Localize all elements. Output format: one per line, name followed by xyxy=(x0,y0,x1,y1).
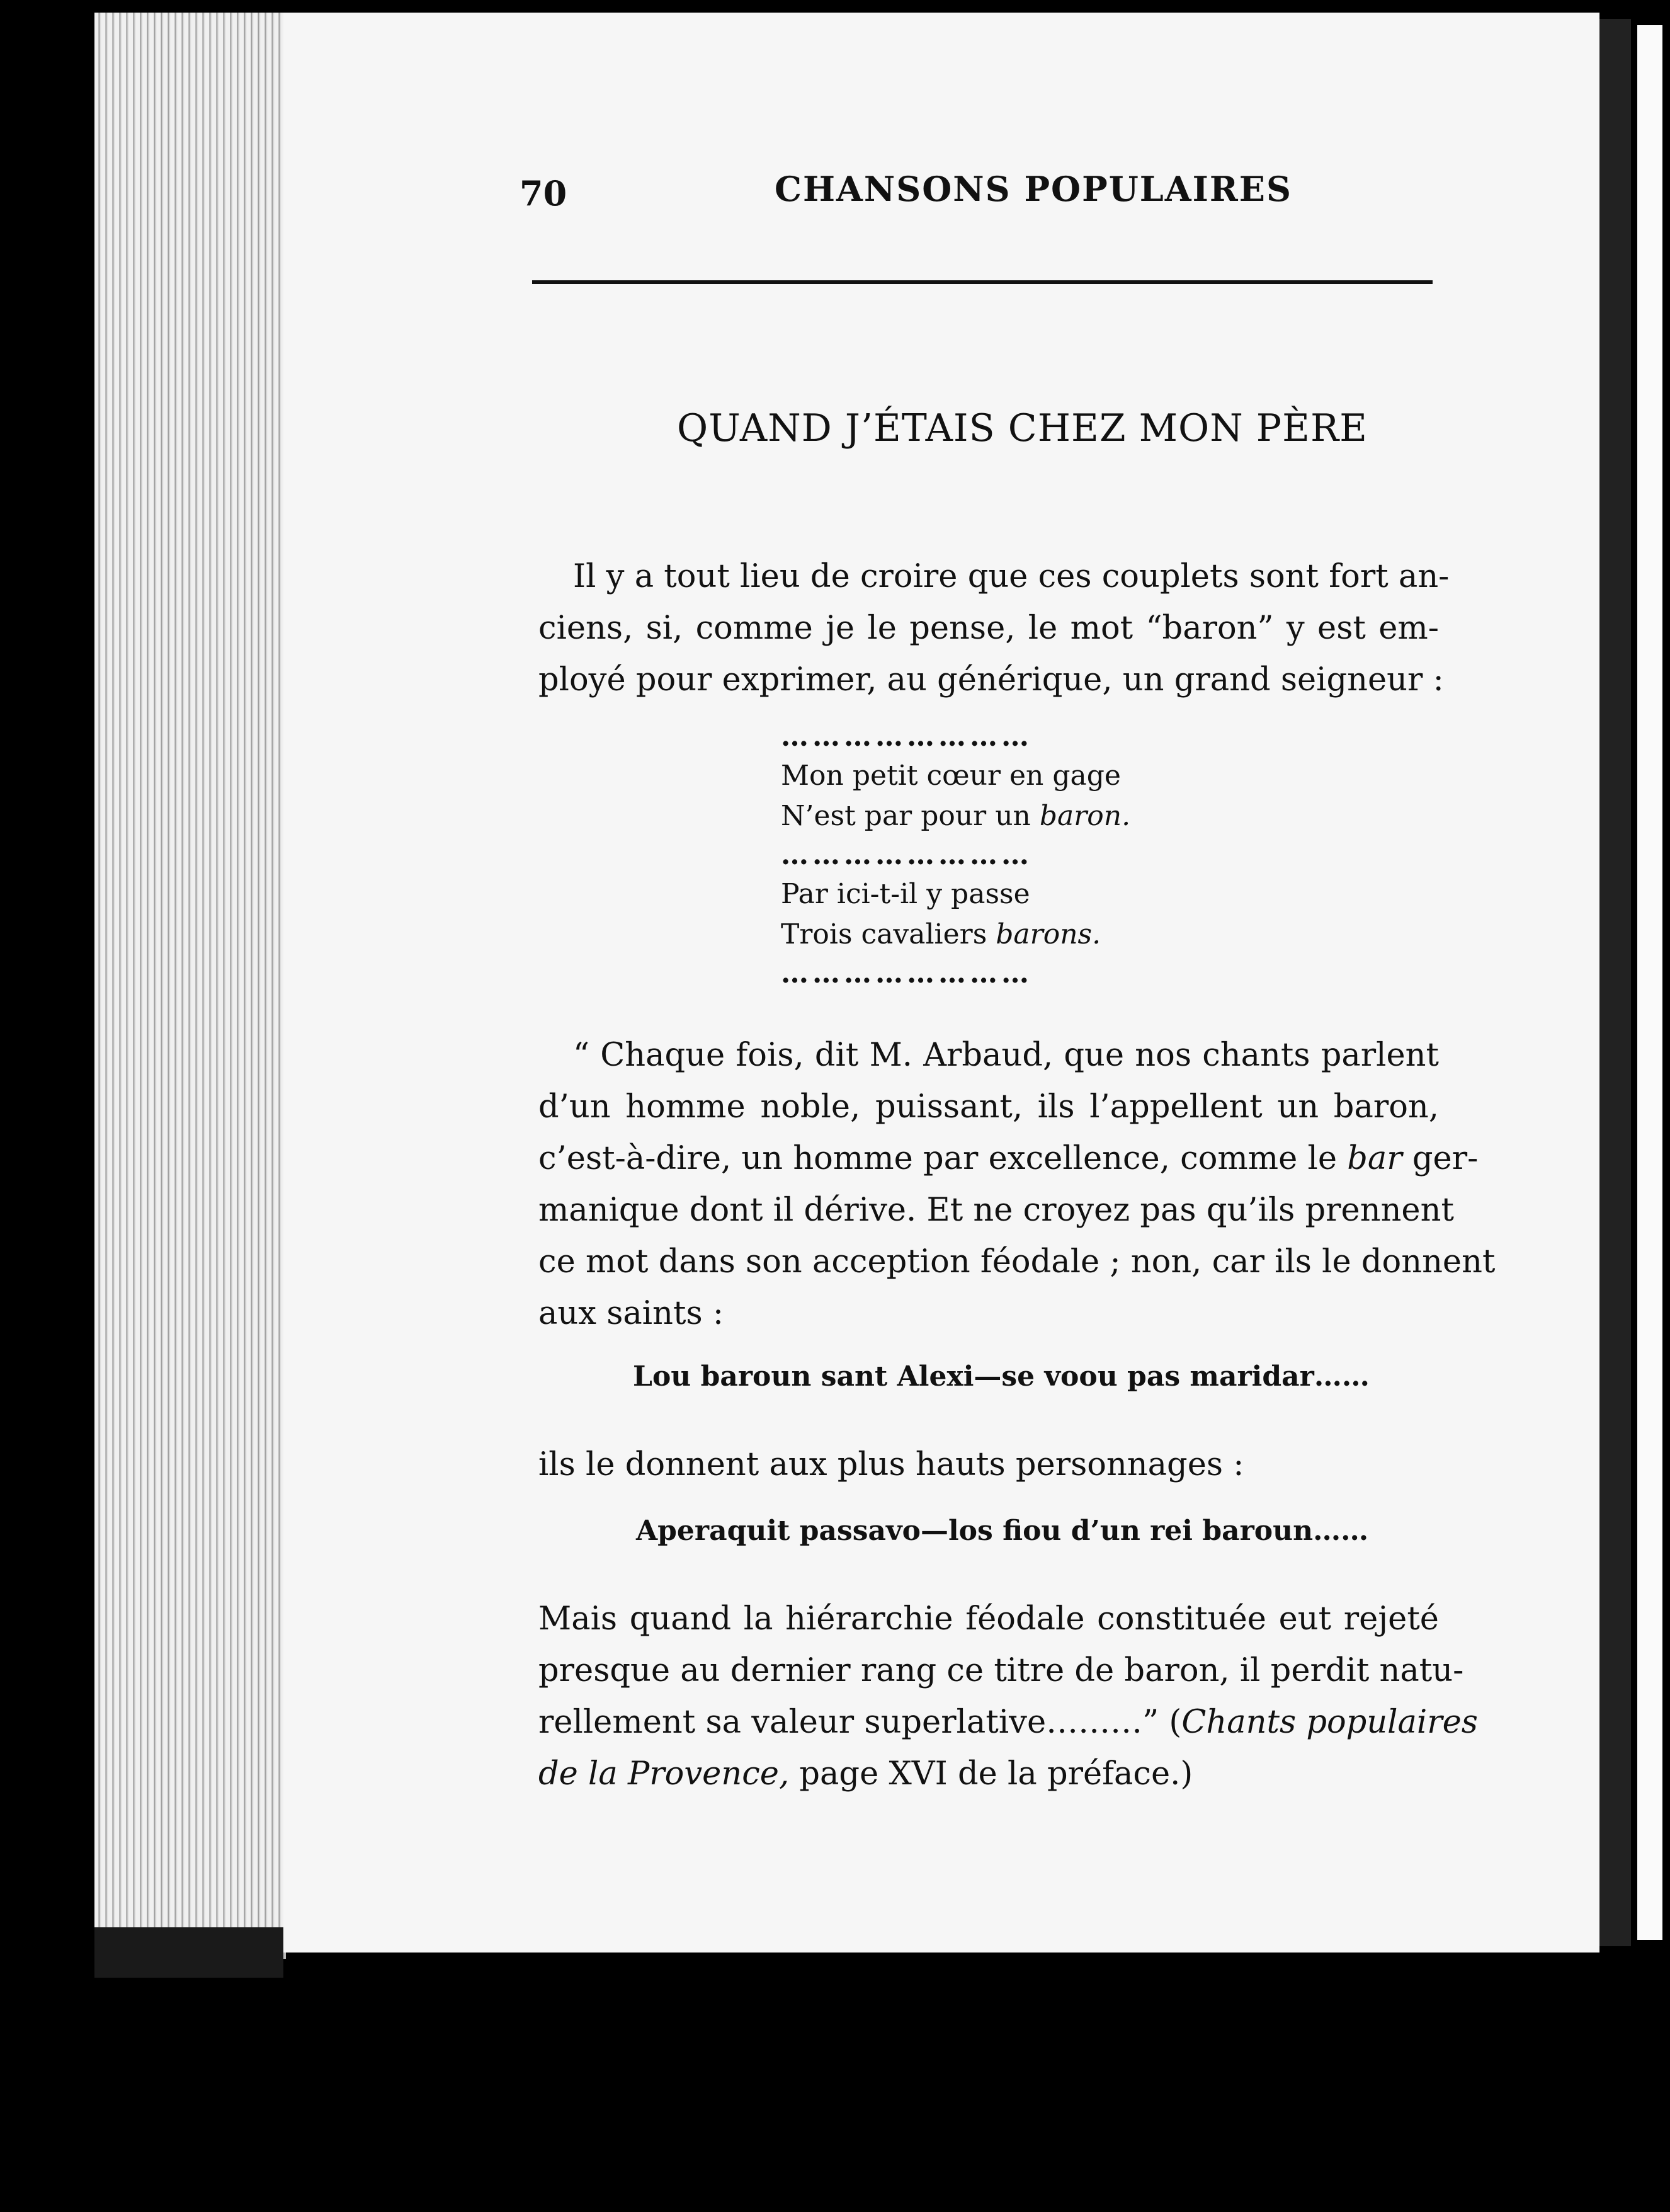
verse-text: N’est par pour un xyxy=(781,800,1040,832)
verse-line: Par ici-t-il y passe xyxy=(781,878,1030,910)
closing-text: page XVI de la préface.) xyxy=(789,1755,1193,1793)
book-spine-shadow xyxy=(94,1927,283,1978)
verse-italic: barons. xyxy=(996,918,1101,950)
verse-line: Mon petit cœur en gage xyxy=(781,760,1121,792)
quote-line: d’un homme noble, puissant, ils l’appellent un baron, xyxy=(538,1088,1439,1126)
closing-line xyxy=(538,1748,1439,1800)
closing-text: rellement sa valeur superlative………” ( xyxy=(538,1704,1182,1741)
page-edges xyxy=(94,13,286,1959)
next-page-edge xyxy=(1637,25,1662,1940)
citation-line: Aperaquit passavo—los fiou d’un rei baroun…… xyxy=(636,1515,1369,1547)
quote-text: c’est-à-dire, un homme par excellence, comme le xyxy=(538,1140,1348,1177)
quote-italic: bar xyxy=(1347,1140,1402,1177)
closing-paragraph xyxy=(538,1593,1478,1800)
page-number: 70 xyxy=(520,173,567,214)
quote-line xyxy=(538,1133,1479,1185)
closing-line: presque au dernier rang ce titre de baron, il perdit natu- xyxy=(538,1652,1464,1689)
citation-line: Lou baroun sant Alexi—se voou pas maridar…… xyxy=(633,1360,1370,1393)
intro-line: ciens, si, comme je le pense, le mot “baron” y est em- xyxy=(538,610,1439,647)
verse-line xyxy=(781,915,1130,955)
closing-italic: Chants populaires xyxy=(1181,1704,1478,1741)
quote-line: “ Chaque fois, dit M. Arbaud, que nos chants parlent xyxy=(573,1037,1439,1074)
chapter-title: QUAND J’ÉTAIS CHEZ MON PÈRE xyxy=(677,406,1368,450)
verse-dots: …………………… xyxy=(781,721,1033,753)
between-line: ils le donnent aux plus hauts personnages : xyxy=(538,1446,1244,1483)
intro-line: Il y a tout lieu de croire que ces couplets sont fort an- xyxy=(573,558,1450,595)
intro-paragraph xyxy=(538,551,1450,706)
closing-line: Mais quand la hiérarchie féodale constituée eut rejeté xyxy=(538,1600,1439,1638)
book-page xyxy=(283,13,1599,1953)
verse-block xyxy=(781,718,1130,993)
verse-text: Trois cavaliers xyxy=(781,918,996,950)
quote-line: ce mot dans son acception féodale ; non, car ils le donnent xyxy=(538,1243,1496,1280)
verse-line xyxy=(781,796,1130,836)
closing-line xyxy=(538,1697,1478,1748)
verse-dots: …………………… xyxy=(781,957,1033,989)
quote-text: ger- xyxy=(1402,1140,1479,1177)
quote-paragraph xyxy=(538,1030,1496,1340)
header-rule xyxy=(532,280,1433,284)
closing-italic: de la Provence, xyxy=(538,1755,790,1793)
intro-line: ployé pour exprimer, au générique, un grand seigneur : xyxy=(538,661,1444,698)
running-title: CHANSONS POPULAIRES xyxy=(775,169,1292,209)
between-paragraph xyxy=(538,1439,1439,1491)
quote-line: manique dont il dérive. Et ne croyez pas qu’ils prennent xyxy=(538,1192,1454,1229)
verse-dots: …………………… xyxy=(781,839,1033,871)
verse-italic: baron. xyxy=(1039,800,1131,832)
quote-line: aux saints : xyxy=(538,1295,724,1332)
